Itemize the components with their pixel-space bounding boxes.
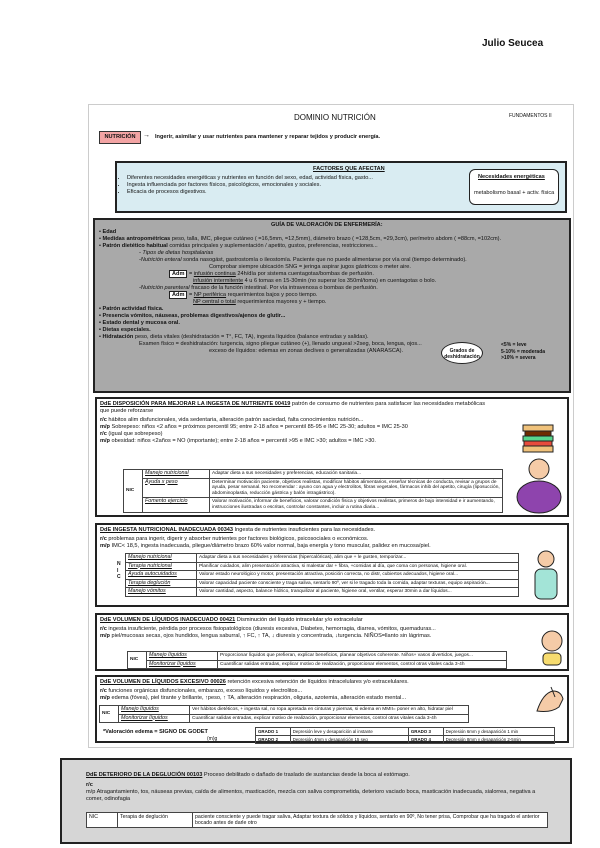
grado-item: 5-10% = moderada xyxy=(501,348,546,355)
nutricion-badge: NUTRICIÓN xyxy=(99,131,141,144)
table-row: Manejo vómitos Valorar cantidad, aspecto, balance hídrico, tranquilizar al paciente, higiene oral, ventilar, esperar 30min a dar líquidos... xyxy=(126,588,519,597)
dx5-box xyxy=(60,758,572,844)
guia-actividad: • Patrón actividad física. xyxy=(99,306,164,312)
guia-enteral: -Nutrición enteral sonda nasogást, gastrostomía o ileostomía. Paciente que no puede alimentarse por vía oral (tiempo determinado). xyxy=(139,257,467,263)
table-row xyxy=(124,498,503,512)
guia-hidratacion: • Hidratación peso, dieta vitales (deshidratación = T°, FC, TA), ingesta líquidos (balance entradas y salidas). xyxy=(99,334,369,340)
dx2-lines xyxy=(97,536,567,550)
course-label: FUNDAMENTOS II xyxy=(509,113,552,119)
nic-text: Adaptar dieta a sus necesidades y preferencias, educación sanitaria... xyxy=(210,470,503,479)
table-row: Ayuda autocuidados Valorar estado neurológico y motor, presentación atractiva, posición correcta, no distr, cubiertos adecuados, higiene oral... xyxy=(126,571,519,580)
dx2-header: DdE INGESTA NUTRICIONAL INADECUADA 00343 Ingesta de nutrientes insuficientes para las necesidades. xyxy=(100,527,376,533)
dx3-line: m/p piel/mucosas secas, ojos hundidos, lengua saburral, ↑ FC, ↑ TA, ↓ diuresis y concentrada, ↓turgencia. NIÑOS=llanto sin lágrimas. xyxy=(100,633,432,639)
dx3-header: DdE VOLUMEN DE LÍQUIDOS INADECUADO 00421 Disminución del líquido intracelular y/o extracelular xyxy=(100,617,363,623)
dx2-nic-table xyxy=(125,553,519,597)
dx1-header: DdE DISPOSICIÓN PARA MEJORAR LA INGESTA DE NUTRIENTE 00419 patrón de consumo de nutrientes para satisfacer las necesidades metabólicas que puede reforzarse xyxy=(100,401,485,414)
guia-parenteral: -Nutrición parenteral fracaso de la función intestinal. Por vía intravenosa o bombas de perfusión. xyxy=(139,285,378,291)
guia-medidas: • Medidas antropométricas peso, talla, IMC, pliegue cutáneo ( =16,5mm, =12,5mm), diámetro brazo ( =128,5cm, =29,3cm), perímetro abdom ( =88cm, =102cm). xyxy=(99,236,502,242)
table-row xyxy=(124,470,503,479)
table-row: GRADO 1 Depresión leve y desaparición al instante GRADO 3 Depresión 6mm y desaparición 1 min xyxy=(256,728,555,736)
table-row: NIC Manejo líquidos Proporcionar líquidos que prefieran, explicar beneficios, planear objetivos coherente. Niños+ vasos divertidos, juegos... xyxy=(128,652,507,661)
guia-examen: Examen físico = deshidratación: turgencia, signo pliegue cutáneo (+), llenado ungueal >2seg, boca, lengua, ojos... xyxy=(139,341,422,347)
guia-np-central: NP central o total requerimientos mayores y + tiempo. xyxy=(193,299,327,305)
dx2-nic-label: N I C xyxy=(117,561,121,580)
factores-list xyxy=(119,175,467,196)
factores-item: • Ingesta influenciada por factores físicos, psicológicos, emocionales y sociales. xyxy=(127,182,467,189)
dx4-header: DdE VOLUMEN DE LÍQUIDOS EXCESIVO 00026 retención excesiva retención de líquidos intracelulares y/o extracelulares. xyxy=(100,679,409,685)
page-title: DOMINIO NUTRICIÓN xyxy=(294,113,376,122)
dx1-lines xyxy=(97,417,503,445)
guia-comprobar: Comprobar siempre ubicación SNG = jeringa aspirar jugos gástricos o meter aire. xyxy=(209,264,411,270)
nic-intervention: Manejo nutricional xyxy=(143,470,210,479)
arrow-icon: → xyxy=(143,132,150,139)
eating-person-illustration xyxy=(509,417,565,515)
guia-dental: • Estado dental y mucosa oral. xyxy=(99,320,180,326)
dx4-line: m/p edema (fóvea), piel tirante y brillante, ↑peso, ↑ TA, alteración respiración, oliguria, azotemia, alteración estado mental... xyxy=(100,695,407,701)
nutricion-definition: Ingerir, asimilar y usar nutrientes para mantener y reparar tejidos y producir energía. xyxy=(155,134,381,140)
guia-infusion-int: infusión intermitente 4 u 6 tomas en 15-30min (no superar los 350ml/toma) en cuentagotas o bolo. xyxy=(193,278,437,284)
nic-label: NIC xyxy=(124,470,143,513)
guia-title: GUÍA DE VALORACIÓN DE ENFERMERÍA: xyxy=(271,222,383,228)
factores-item: • Diferentes necesidades energéticas y nutrientes en función del sexo, edad, actividad física, gasto... xyxy=(127,175,467,182)
guia-tipos: - Tipos de dietas hospitalarias xyxy=(139,250,214,256)
guia-patron: • Patrón dietético habitual comidas principales y suplementación / apetito, gustos, preferencias, restricciones... xyxy=(99,243,378,249)
dx1-box xyxy=(95,397,569,517)
dx1-line: m/p obesidad: niños <2años = NO (importante); entre 2-18 años = percentil >95 e IMC >30; adultos = IMC >30. xyxy=(100,438,376,444)
table-row: GRADO 2 Depresión 4mm y desaparición 15 seg GRADO 4 Depresión 8mm y desaparición 2-5min xyxy=(256,736,555,744)
godet-sub: (m)g xyxy=(207,736,218,742)
godet-table xyxy=(255,727,555,744)
dx4-lines xyxy=(97,688,533,702)
dx3-box xyxy=(95,613,569,671)
table-row: Manejo nutricional Adaptar dieta a sus necesidades y referencias (hipercalóricas), alim que + le gusten, temporizar... xyxy=(126,554,519,563)
dx5-nic-table xyxy=(86,812,548,828)
page-frame xyxy=(88,104,574,748)
guia-edad: • Edad xyxy=(99,229,117,235)
guia-infusion-cont: Adm = infusión continua 24h/día por sistema cuentagotas/bombas de perfusión. xyxy=(99,271,569,278)
table-row xyxy=(124,478,503,498)
factores-item: • Eficacia de procesos digestivos. xyxy=(127,189,467,196)
factores-box xyxy=(115,161,567,213)
table-row: Monitorizar líquidos Cuantificar salidas entradas, explicar motivo de realización, proporcionar elementos, control otras vitales cada 3-4h xyxy=(100,714,469,723)
nic-intervention: Ayuda x peso xyxy=(143,478,210,498)
thirsty-person-illustration xyxy=(537,627,567,667)
guia-box xyxy=(93,218,571,393)
guia-dietas: • Dietas especiales. xyxy=(99,327,151,333)
dx1-line: r/c (igual que sobrepeso) xyxy=(100,431,163,437)
guia-content xyxy=(99,229,569,355)
guia-np-perif: Adm = NP periférica requerimientos bajos y poco tiempo. xyxy=(99,292,569,299)
thin-person-illustration xyxy=(525,547,567,605)
dx1-line: m/p Sobrepeso: niños <2 años = próximos percentil 95; entre 2-18 años = percentil 85-95 e IMC 25-30; adultos = IMC 25-30 xyxy=(100,424,408,430)
edema-finger-illustration xyxy=(533,683,567,717)
nic-intervention: Fomento ejercicio xyxy=(143,498,210,512)
grado-item: >10% = severa xyxy=(501,355,536,361)
dx3-line: r/c ingesta insuficiente, pérdida por procesos fisiopatológicos (diuresis excesiva, Diabetes, hemorragia, diarrea, vómitos, quemaduras... xyxy=(100,626,436,632)
necesidades-text: metabolismo basal + activ. física xyxy=(474,190,555,196)
dx2-box xyxy=(95,523,569,607)
dx1-line: r/c hábitos alim disfuncionales, vida sedentaria, alteración patrón saciedad, falta conocimientos nutrición... xyxy=(100,417,364,423)
factores-title: FACTORES QUE AFECTAN xyxy=(313,166,385,172)
guia-exceso: exceso de líquidos: edemas en zonas declives o generalizadas (ANARASCA). xyxy=(209,348,404,354)
nic-text: Valorar motivación, informar de beneficios, valorar condición física y objetivos realistas, primeros de bajo intensidad e ir aumentando, instrucciones ilustradas o escritas, controlar constantes, incluir a rutina diaria... xyxy=(210,498,503,512)
dx2-line: m/p IMC< 18,5, ingesta inadecuada, pliegue/diámetro brazo 60% valor normal, baja energía y tono muscular, palidez en mucosa/piel. xyxy=(100,543,431,549)
grado-item: <5% = leve xyxy=(501,342,527,348)
dx2-line: r/c problemas para ingerir, digerir y absorber nutrientes por factores biológicos, psicosociales o económicos. xyxy=(100,536,369,542)
nic-text: Determinar motivación paciente, objetivos realistas, modificar hábitos alimentarios, enseñar técnicas de conducta, revisar a grupos de ayuda, pesar semanal. No recomendar : ayuno con agua y electrolitos, fibras vegetales, fármacos inhib del apetito, cirugía (liposucción, abdominoplastia, reducción gástrica y balón intragástrico). xyxy=(210,478,503,498)
dx5-mp: m/p Atragantamiento, tos, náuseas previas, caída de alimentos, masticación, mezcla con saliva comprometida, deterioro vaciado boca, masticación inadecuada, sialorrea, negativa a comer, odinofagia xyxy=(86,789,536,802)
dx4-line: r/c funciones orgánicas disfuncionales, embarazo, exceso líquidos y electrolitos... xyxy=(100,688,303,694)
author-name: Julio Seucea xyxy=(482,38,544,49)
dx4-nic-table xyxy=(99,705,469,723)
godet-label: *Valoración edema = SIGNO DE GODET xyxy=(103,729,208,735)
dx4-box xyxy=(95,675,569,743)
table-row: Terapia nutricional Planificar cuidados, alim presentación atractiva, si malestar dar + fibra, +comidas al día, que coma con personas, higiene oral. xyxy=(126,562,519,571)
dx3-nic-table xyxy=(127,651,507,669)
dx1-nic-table xyxy=(123,469,503,513)
guia-presencia: • Presencia vómitos, náuseas, problemas digestivos/ajenos de glutir... xyxy=(99,313,286,319)
table-row: NIC Terapia de deglución paciente consciente y puede tragar saliva, Adaptar textura de sólidos y líquidos, sentarlo en 90º, No tener prisa, Comprobar que ha tragado el anterior bocado antes de darle otro xyxy=(87,813,548,828)
grados-list xyxy=(501,342,545,362)
necesidades-title: Necesidades energéticas xyxy=(478,174,545,180)
dx3-lines xyxy=(97,626,543,640)
dx5-rc: r/c xyxy=(86,782,93,788)
dx5-header: DdE DETERIORO DE LA DEGLUCIÓN 00103 Proceso debilitado o dañado de traslado de sustancias desde la boca al estómago. xyxy=(86,772,410,778)
table-row: NIC Manejo líquidos Ver hábitos dietéticos, + ingesta sal, no ropa apretada en cinturas y piernas, si edema en MMII= poner en alto, hidratar piel xyxy=(100,706,469,715)
table-row: Terapia deglución Valorar capacidad paciente consciente y traga saliva, sentarlo 90º, ver si le tragado toda la comida, adaptar texturas, equipo aspiración... xyxy=(126,579,519,588)
necesidades-box xyxy=(469,169,559,205)
table-row: Monitorizar líquidos Cuantificar salidas entradas, explicar motivo de realización, proporcionar elementos, control otras vitales cada 3-4h xyxy=(128,660,507,669)
grados-bubble: Grados de deshidratación xyxy=(441,342,483,364)
